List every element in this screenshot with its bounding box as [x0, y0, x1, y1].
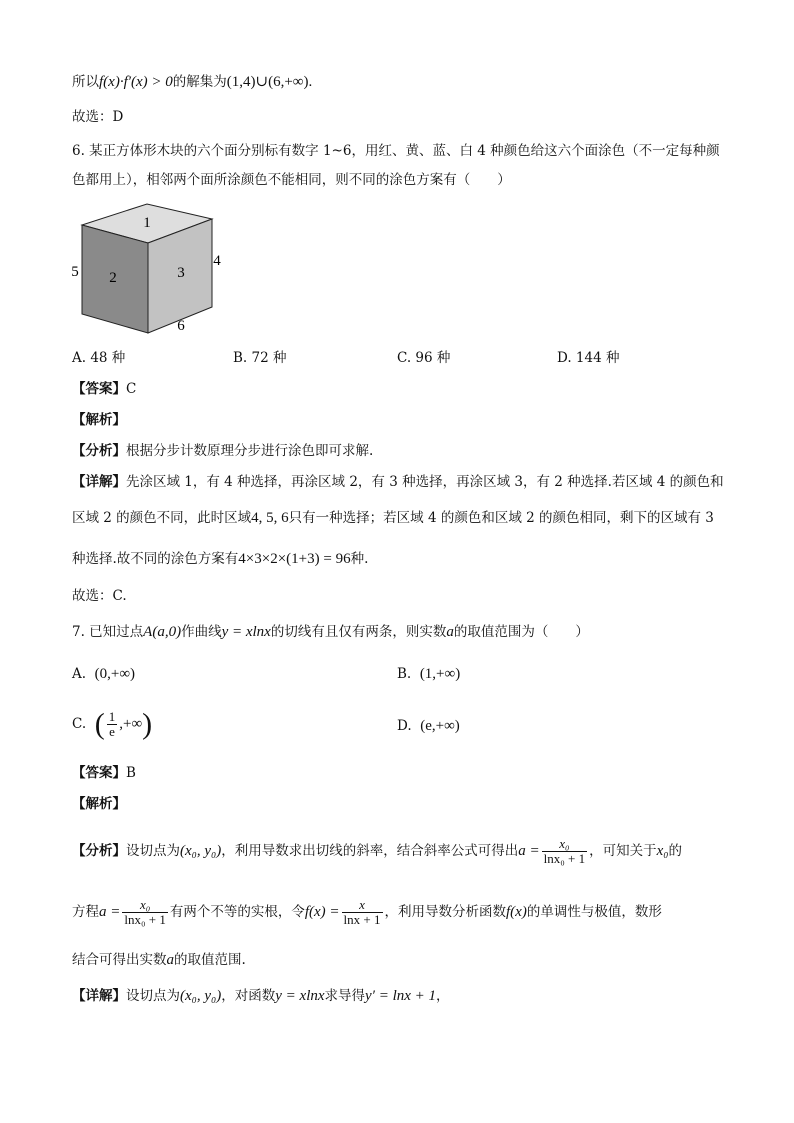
answer-value: C — [126, 381, 137, 397]
text: 作曲线 — [181, 624, 222, 640]
math-solution-set: (1,4)∪(6,+∞). — [226, 74, 313, 90]
math-count: 4×3×2×(1+3) = 96 — [238, 551, 351, 567]
q7-fenxi-line2 — [72, 894, 662, 930]
q6-detail-line3 — [72, 549, 368, 569]
text: 区域 2 的颜色不同，此时区域 — [72, 510, 252, 526]
frac-den: e — [109, 724, 115, 739]
detail-label: 【详解】 — [72, 988, 126, 1004]
cube-label-bottom: 6 — [177, 318, 185, 334]
math: f(x) = — [304, 904, 340, 920]
option-value: ,+∞ — [119, 716, 143, 732]
text: 结合可得出实数 — [72, 952, 167, 968]
q6-option-a: A. 48 种 — [72, 350, 126, 366]
paren-open: ( — [94, 707, 105, 741]
text: 种选择.故不同的涂色方案有 — [72, 551, 239, 567]
q6-detail-line1 — [72, 472, 724, 492]
q6-fenxi — [72, 441, 373, 461]
q7-option-b — [397, 664, 460, 684]
cube-label-back-right: 4 — [213, 253, 221, 269]
cube-label-front: 2 — [109, 270, 117, 286]
math-var: a — [166, 952, 174, 968]
text: 设切点为 — [126, 988, 180, 1004]
math: a = — [518, 843, 540, 859]
q6-stem-line1: 6. 某正方体形木块的六个面分别标有数字 1~6，用红、黄、蓝、白 4 种颜色给这六个面涂色（不一定每种颜 — [72, 143, 720, 159]
option-value: (0,+∞) — [94, 666, 136, 682]
math-regions: 4, 5, 6 — [251, 510, 289, 526]
math-derivative: y′ = lnx + 1 — [365, 988, 437, 1004]
text: 的 — [668, 843, 682, 859]
text: 的取值范围. — [174, 952, 246, 968]
text: 的切线有且仅有两条，则实数 — [270, 624, 447, 640]
math-point: (x₀, y₀) — [180, 988, 222, 1004]
math: x₀ — [656, 843, 669, 859]
option-label: B. — [397, 666, 412, 682]
frac-num: x₀ — [542, 837, 587, 852]
frac-num: x₀ — [122, 898, 167, 913]
q6-option-c: C. 96 种 — [397, 350, 451, 366]
answer-label: 【答案】 — [72, 381, 126, 397]
option-value: (1,+∞) — [419, 666, 461, 682]
fraction — [122, 898, 167, 927]
answer-value: B — [126, 765, 136, 781]
fenxi-label: 【分析】 — [72, 443, 126, 459]
text: ，对函数 — [221, 988, 276, 1004]
math: a = — [99, 904, 121, 920]
frac-den: lnx₀ + 1 — [124, 912, 166, 927]
q6-detail-line2 — [72, 508, 714, 528]
q7-option-d — [397, 716, 460, 736]
text: ，利用导数求出切线的斜率，结合斜率公式可得出 — [221, 843, 519, 859]
cube-label-back-left: 5 — [71, 264, 79, 280]
text: ，可知关于 — [589, 843, 657, 859]
detail-label: 【详解】 — [72, 474, 126, 490]
fraction-1-over-e — [107, 710, 118, 739]
q7-analysis-label: 【解析】 — [72, 796, 126, 812]
text: 方程 — [72, 904, 99, 920]
q6-answer — [72, 379, 136, 399]
text: 设切点为 — [126, 843, 180, 859]
option-label: A. — [72, 666, 87, 682]
detail-text: 先涂区域 1，有 4 种选择，再涂区域 2，有 3 种选择，再涂区域 3，有 2 种选择.若区域 4 的颜色和 — [126, 474, 724, 490]
q7-option-a — [72, 664, 135, 684]
q7-stem — [72, 622, 589, 642]
q7-fenxi-line3 — [72, 950, 246, 970]
option-label: C. — [72, 716, 87, 732]
option-label: D. — [397, 718, 412, 734]
fenxi-label: 【分析】 — [72, 843, 126, 859]
prev-solution-line — [72, 72, 312, 92]
math-point: (x₀, y₀) — [180, 843, 222, 859]
math-inequality: f(x)·f′(x) > 0 — [99, 74, 173, 90]
math-var: a — [446, 624, 454, 640]
math-curve: y = xlnx — [275, 988, 325, 1004]
text: 求导得 — [324, 988, 366, 1004]
q7-option-c — [72, 704, 152, 745]
text: 的取值范围为（ ） — [453, 624, 589, 640]
text: 只有一种选择；若区域 4 的颜色和区域 2 的颜色相同，剩下的区域有 3 — [288, 510, 714, 526]
paren-close: ) — [142, 707, 153, 741]
q6-analysis-label: 【解析】 — [72, 412, 126, 428]
q6-choice: 故选：C. — [72, 588, 127, 604]
q7-detail — [72, 986, 450, 1006]
text: ， — [436, 988, 450, 1004]
frac-den: lnx₀ + 1 — [543, 851, 586, 866]
math-point: A(a,0) — [143, 624, 182, 640]
q6-stem-line2: 色都用上），相邻两个面所涂颜色不能相同，则不同的涂色方案有（ ） — [72, 172, 511, 188]
text: 7. 已知过点 — [72, 624, 144, 640]
text: 的单调性与极值，数形 — [526, 904, 662, 920]
q6-option-b: B. 72 种 — [233, 350, 287, 366]
q7-fenxi-line1 — [72, 833, 682, 869]
math-curve: y = xlnx — [221, 624, 271, 640]
cube-label-right: 3 — [177, 265, 185, 281]
frac-num: x — [342, 898, 383, 913]
frac-den: lnx + 1 — [343, 912, 381, 927]
prev-choice: 故选：D — [72, 109, 124, 125]
text: 所以 — [72, 74, 99, 90]
option-value: (e,+∞) — [420, 718, 460, 734]
frac-num: 1 — [108, 709, 116, 724]
text: ，利用导数分析函数 — [384, 904, 506, 920]
text: 有两个不等的实根，令 — [169, 904, 305, 920]
text: 的解集为 — [172, 74, 227, 90]
fraction — [342, 898, 383, 927]
cube-figure — [62, 198, 232, 340]
text: 种. — [350, 551, 369, 567]
fraction — [542, 837, 587, 866]
answer-label: 【答案】 — [72, 765, 126, 781]
fenxi-text: 根据分步计数原理分步进行涂色即可求解. — [126, 443, 374, 459]
q6-option-d: D. 144 种 — [557, 350, 620, 366]
q7-answer — [72, 763, 136, 783]
cube-label-top: 1 — [143, 215, 151, 231]
math: f(x) — [506, 904, 527, 920]
